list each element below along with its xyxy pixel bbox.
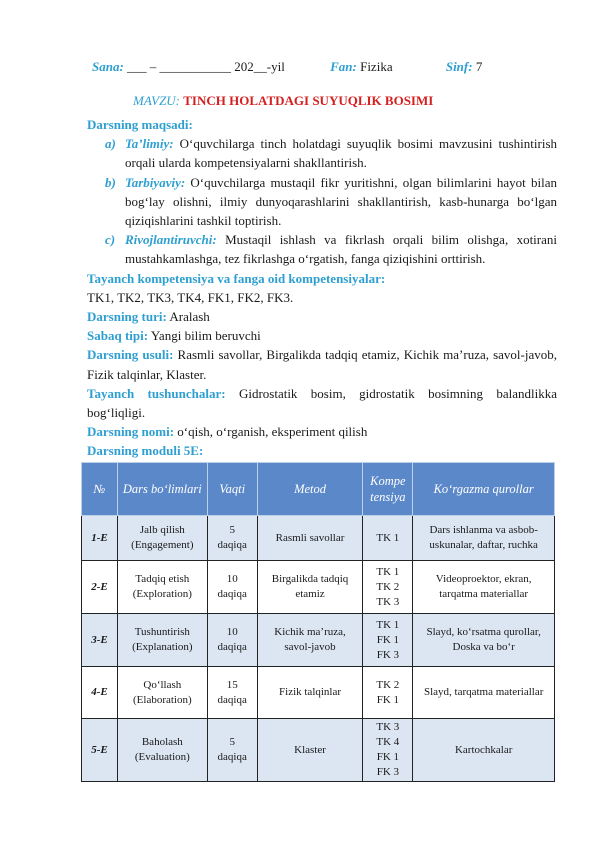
lesson-type-value: Aralash [169, 309, 210, 325]
time-value: 10 [226, 573, 238, 585]
row-time [207, 516, 257, 561]
topic-label: MAVZU: [133, 93, 181, 108]
topic-title: TINCH HOLATDAGI SUYUQLIK BOSIMI [183, 93, 434, 108]
date-label: Sana: [92, 59, 124, 74]
stage-name-en: (Exploration) [132, 588, 192, 600]
time-unit: daqiqa [217, 641, 247, 653]
row-method: Klaster [257, 719, 363, 782]
lesson-plan-body [87, 115, 557, 461]
table-row [82, 614, 555, 667]
row-time [207, 561, 257, 614]
competence-code: TK 2 [376, 678, 400, 691]
document-header [92, 59, 482, 75]
row-tools: Kartochkalar [413, 719, 555, 782]
row-time [207, 667, 257, 719]
row-stage [117, 614, 207, 667]
header-method: Metod [257, 463, 363, 516]
row-competence [363, 516, 413, 561]
stage-name: Jalb qilish [139, 524, 185, 536]
time-unit: daqiqa [217, 588, 247, 600]
subject-label: Fan: [330, 59, 357, 74]
competence-code: TK 1 [376, 531, 400, 544]
competence-code: TK 1 [376, 565, 400, 578]
competence-code: TK 3 [376, 595, 400, 608]
time-unit: daqiqa [217, 751, 247, 763]
stage-name-en: (Engagement) [131, 539, 194, 551]
stage-name-en: (Evaluation) [134, 751, 190, 763]
row-tools: Dars ishlanma va asbob-uskunalar, daftar, ruchka [413, 516, 555, 561]
row-tools: Slayd, tarqatma materiallar [413, 667, 555, 719]
row-stage [117, 667, 207, 719]
grade-label: Sinf: [445, 59, 473, 74]
lesson-method-value: Rasmli savollar, Birgalikda tadqiq etamiz, Kichik ma’ruza, savol-javob, Fizik talqinlar, Klaster. [87, 347, 557, 382]
goal-developmental [87, 230, 557, 268]
goal-upbringing [87, 173, 557, 231]
competence-code: FK 3 [376, 648, 400, 661]
row-competence [363, 667, 413, 719]
goal-text: O‘quvchilarga mustaqil fikr yuritishni, olgan bilimlarini hayot bilan bog‘lay olishni, ilmiy dunyoqarashlarini shakllantirish, kasb-hunarga bo‘lgan qiziqishlarini tashkil toptirish. [125, 174, 557, 229]
row-number: 5-E [82, 719, 118, 782]
goal-label: Tarbiyaviy: [125, 174, 186, 190]
goal-text: O‘quvchilarga tinch holatdagi suyuqlik bosimi mavzusini tushintirish orqali ularda kompetensiyalarni shakllantirish. [125, 136, 557, 171]
row-method: Birgalikda tadqiq etamiz [257, 561, 363, 614]
time-unit: daqiqa [217, 539, 247, 551]
time-value: 5 [229, 524, 235, 536]
competence-code: TK 1 [376, 618, 400, 631]
table-row [82, 667, 555, 719]
lesson-name-value: o‘qish, o‘rganish, eksperiment qilish [177, 424, 368, 440]
time-value: 10 [226, 626, 238, 638]
row-tools: Videoproektor, ekran, tarqatma materiallar [413, 561, 555, 614]
table-header-row [82, 463, 555, 516]
row-method: Rasmli savollar [257, 516, 363, 561]
competence-code: FK 3 [376, 766, 400, 778]
goal-label: Rivojlantiruvchi: [125, 232, 217, 248]
table-row [82, 719, 555, 782]
competence-code: FK 1 [376, 751, 400, 763]
time-value: 15 [226, 678, 238, 691]
goal-marker: b) [105, 174, 116, 190]
lesson-type [87, 307, 557, 326]
row-time [207, 614, 257, 667]
table-row [82, 516, 555, 561]
stage-name: Tushuntirish [134, 626, 190, 638]
stage-name: Qo‘llash [143, 678, 182, 691]
goal-marker: c) [105, 232, 116, 248]
header-number: № [82, 463, 118, 516]
stage-name: Baholash [141, 736, 183, 748]
stage-name-en: (Explanation) [132, 641, 193, 653]
row-number: 3-E [82, 614, 118, 667]
row-number: 4-E [82, 667, 118, 719]
row-tools: Slayd, ko‘rsatma qurollar, Doska va bo‘r [413, 614, 555, 667]
row-method: Kichik ma’ruza, savol-javob [257, 614, 363, 667]
lesson-kind [87, 326, 557, 345]
row-competence [363, 614, 413, 667]
lesson-kind-label: Sabaq tipi: [87, 328, 149, 344]
key-concepts-label: Tayanch tushunchalar: [87, 385, 226, 401]
lesson-kind-value: Yangi bilim beruvchi [150, 328, 261, 344]
competence-code: TK 2 [376, 580, 400, 593]
grade-value: 7 [475, 59, 483, 74]
stage-name: Tadqiq etish [135, 573, 190, 585]
competence-value: TK1, TK2, TK3, TK4, FK1, FK2, FK3. [87, 289, 294, 305]
row-competence [363, 561, 413, 614]
row-time [207, 719, 257, 782]
competence-code: TK 4 [376, 736, 400, 748]
time-value: 5 [229, 736, 235, 748]
competence-code: FK 1 [376, 633, 400, 646]
row-stage [117, 516, 207, 561]
competence-heading: Tayanch kompetensiya va fanga oid kompetensiyalar: [87, 270, 386, 286]
row-number: 1-E [82, 516, 118, 561]
lesson-method-label: Darsning usuli: [87, 347, 174, 363]
module-heading: Darsning moduli 5E: [87, 443, 204, 459]
goal-marker: a) [105, 136, 116, 152]
header-time: Vaqti [207, 463, 257, 516]
lesson-name [87, 422, 557, 441]
header-tools: Ko‘rgazma qurollar [413, 463, 555, 516]
row-competence [363, 719, 413, 782]
lesson-name-label: Darsning nomi: [87, 424, 175, 440]
row-method: Fizik talqinlar [257, 667, 363, 719]
key-concepts [87, 384, 557, 422]
date-value: ___ – ___________ 202__-yil [127, 59, 285, 74]
header-competence: Kompe tensiya [363, 463, 413, 516]
lesson-type-label: Darsning turi: [87, 309, 167, 325]
time-unit: daqiqa [217, 693, 247, 706]
row-stage [117, 561, 207, 614]
key-concepts-value: Gidrostatik bosim, gidrostatik bosimning balandlikka bog‘liqligi. [87, 385, 558, 421]
header-stage: Dars bo‘limlari [117, 463, 207, 516]
goal-label: Ta’limiy: [125, 136, 174, 152]
table-row [82, 561, 555, 614]
competence-code: FK 1 [376, 693, 400, 706]
goal-text: Mustaqil ishlash va fikrlash orqali bilim olishga, xotirani mustahkamlashga, tez fikrlashga o‘rgatish, fanga qiziqishini orttirish. [125, 232, 558, 267]
competence-code: TK 3 [376, 721, 400, 733]
lesson-modules-table [81, 462, 555, 782]
subject-value: Fizika [360, 59, 393, 74]
row-number: 2-E [82, 561, 118, 614]
stage-name-en: (Elaboration) [133, 693, 192, 706]
goal-educational [87, 134, 557, 172]
lesson-method [87, 345, 557, 383]
row-stage [117, 719, 207, 782]
topic-line [133, 93, 433, 109]
goals-heading: Darsning maqsadi: [87, 117, 193, 132]
